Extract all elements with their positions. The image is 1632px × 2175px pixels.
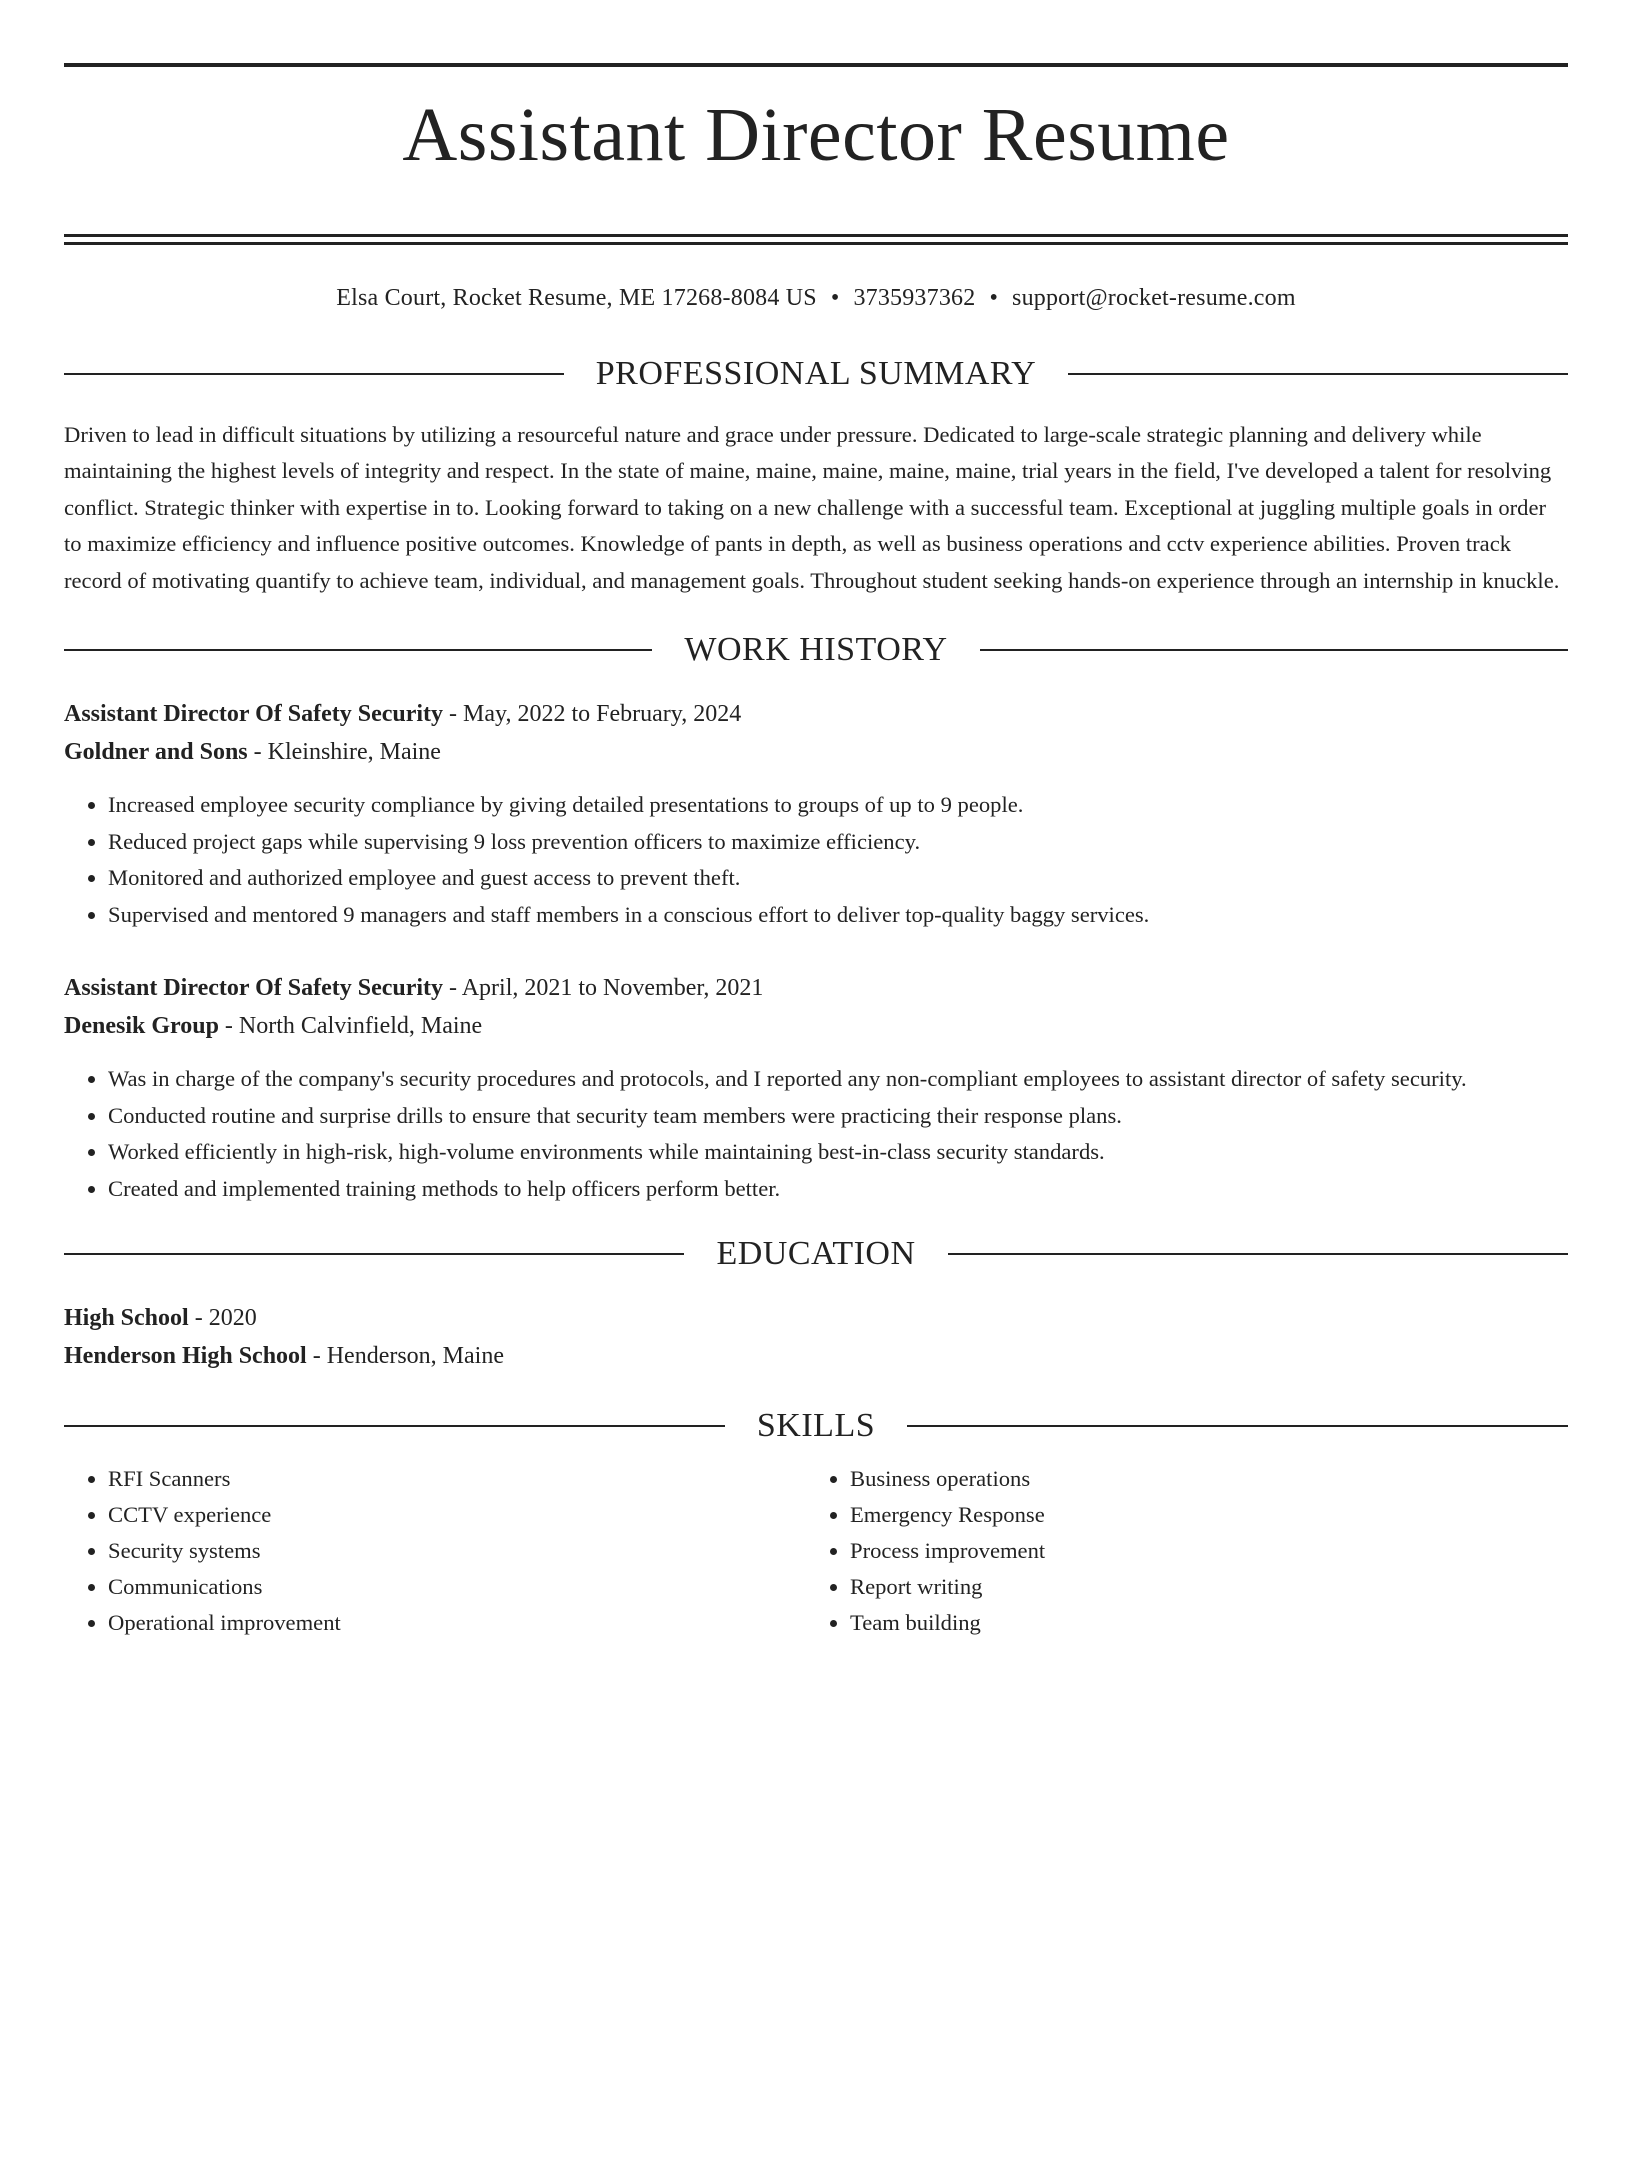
job-company: Denesik Group: [64, 1013, 219, 1040]
job-location: - Kleinshire, Maine: [247, 739, 441, 766]
job-company-line: [64, 1007, 1568, 1045]
skill-item: • Business operations: [850, 1461, 1548, 1497]
education-degree: High School: [64, 1305, 189, 1332]
heading-rule: [980, 649, 1568, 651]
resume-title: Assistant Director Resume: [402, 93, 1230, 177]
education-school: Henderson High School: [64, 1343, 307, 1370]
job-entry: [64, 695, 1568, 933]
contact-address: Elsa Court, Rocket Resume, ME 17268-8084 US: [336, 284, 817, 311]
heading-rule: [1068, 373, 1568, 375]
bullet-separator: •: [830, 284, 840, 311]
skill-item: • Communications: [108, 1569, 806, 1605]
section-heading-education: [64, 1233, 1568, 1275]
list-item: • Conducted routine and surprise drills to ensure that security team members were practicing their response plans.: [108, 1098, 1568, 1135]
list-item: • Reduced project gaps while supervising 9 loss prevention officers to maximize efficiency.: [108, 824, 1568, 861]
summary-paragraph: Driven to lead in difficult situations by utilizing a resourceful nature and grace under pressure. Dedicated to large-scale strategic planning and delivery while maintaining the highest levels of integrity and respect. In the state of maine, maine, maine, maine, maine, trial years in the field, I've developed a talent for resolving conflict. Strategic thinker with expertise in to. Looking forward to taking on a new challenge with a successful team. Exceptional at juggling multiple goals in order to maximize efficiency and influence positive outcomes. Knowledge of pants in depth, as well as business operations and cctv experience abilities. Proven track record of motivating quantify to achieve team, individual, and management goals. Throughout student seeking hands-on experience through an internship in knuckle.: [64, 421, 1560, 593]
job-title: Assistant Director Of Safety Security: [64, 701, 444, 728]
job-bullets: [64, 787, 1568, 933]
contact-line: [64, 283, 1568, 313]
job-title-line: [64, 695, 1568, 733]
skills-list-right: [806, 1461, 1548, 1641]
section-title: EDUCATION: [716, 1235, 916, 1273]
skill-item: • Process improvement: [850, 1533, 1548, 1569]
skill-item: • Operational improvement: [108, 1605, 806, 1641]
list-item: • Supervised and mentored 9 managers and staff members in a conscious effort to deliver top-quality baggy services.: [108, 897, 1568, 934]
section-heading-summary: [64, 353, 1568, 395]
heading-rule: [64, 373, 564, 375]
section-heading-work: [64, 629, 1568, 671]
skill-item: • Team building: [850, 1605, 1548, 1641]
section-heading-skills: [64, 1405, 1568, 1447]
job-title-line: [64, 969, 1568, 1007]
section-title: WORK HISTORY: [684, 631, 948, 669]
job-location: - North Calvinfield, Maine: [218, 1013, 483, 1040]
contact-phone: 3735937362: [853, 284, 976, 311]
skill-item: • RFI Scanners: [108, 1461, 806, 1497]
job-company-line: [64, 733, 1568, 771]
top-rule: [64, 63, 1568, 67]
skill-item: • Emergency Response: [850, 1497, 1548, 1533]
job-dates: - April, 2021 to November, 2021: [443, 975, 764, 1002]
section-title: SKILLS: [756, 1407, 876, 1445]
contact-email: support@rocket-resume.com: [1012, 284, 1296, 311]
education-year: - 2020: [188, 1305, 257, 1332]
skill-item: • Security systems: [108, 1533, 806, 1569]
job-entry: [64, 969, 1568, 1207]
title-double-rule: [64, 234, 1568, 245]
job-title: Assistant Director Of Safety Security: [64, 975, 444, 1002]
heading-rule: [64, 1425, 725, 1427]
job-bullets: [64, 1061, 1568, 1207]
resume-page: [0, 63, 1632, 2175]
list-item: • Monitored and authorized employee and guest access to prevent theft.: [108, 860, 1568, 897]
list-item: • Created and implemented training methods to help officers perform better.: [108, 1171, 1568, 1208]
education-degree-line: [64, 1299, 1568, 1337]
job-company: Goldner and Sons: [64, 739, 248, 766]
bullet-separator: •: [989, 284, 999, 311]
job-dates: - May, 2022 to February, 2024: [443, 701, 742, 728]
skill-item: • Report writing: [850, 1569, 1548, 1605]
list-item: • Worked efficiently in high-risk, high-volume environments while maintaining best-in-class security standards.: [108, 1134, 1568, 1171]
heading-rule: [907, 1425, 1568, 1427]
education-location: - Henderson, Maine: [306, 1343, 504, 1370]
education-school-line: [64, 1337, 1568, 1375]
skills-columns: [64, 1461, 1568, 1641]
education-entry: [64, 1299, 1568, 1375]
list-item: • Was in charge of the company's security procedures and protocols, and I reported any non-compliant employees to assistant director of safety security.: [108, 1061, 1568, 1098]
heading-rule: [948, 1253, 1568, 1255]
skills-list-left: [64, 1461, 806, 1641]
skill-item: • CCTV experience: [108, 1497, 806, 1533]
heading-rule: [64, 649, 652, 651]
heading-rule: [64, 1253, 684, 1255]
section-title: PROFESSIONAL SUMMARY: [595, 354, 1037, 392]
list-item: • Increased employee security compliance by giving detailed presentations to groups of up to 9 people.: [108, 787, 1568, 824]
